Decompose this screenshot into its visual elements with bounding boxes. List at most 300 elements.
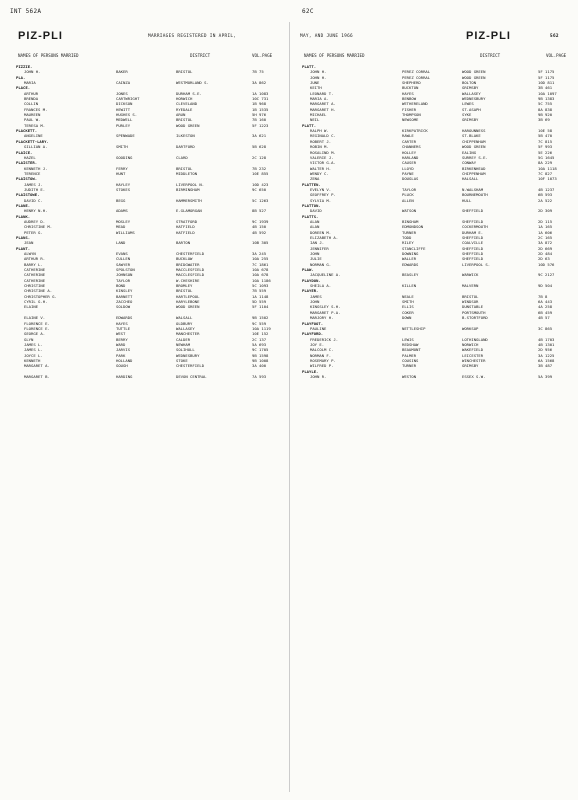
- vol-page: 9C 2127: [538, 272, 555, 278]
- person-name: JOHN R.: [310, 373, 327, 379]
- person-name: AUDREY D.: [24, 218, 46, 224]
- vol-page: 10F 1073: [538, 176, 557, 182]
- stamp-center: 62C: [302, 8, 314, 15]
- district: HORWICH: [176, 96, 193, 102]
- left-col-district: DISTRICT: [190, 53, 211, 58]
- district: SHEFFIELD: [462, 218, 484, 224]
- spouse-surname: COUSINS: [402, 357, 419, 363]
- vol-page: 5C 755: [538, 101, 553, 107]
- vol-page: 2C 137: [252, 336, 267, 342]
- vol-page: 9B 1502: [252, 315, 269, 321]
- spouse-surname: ZACCHEO: [116, 299, 133, 305]
- district: OLDBURY: [176, 320, 193, 326]
- district: BOLTON: [462, 80, 477, 86]
- district: HULL: [462, 197, 472, 203]
- vol-page: 3A 862: [252, 80, 267, 86]
- surname-heading: PLAW.: [302, 267, 314, 273]
- district: HATFIELD: [176, 229, 195, 235]
- left-col-names: NAMES OF PERSONS MARRIED: [18, 53, 79, 58]
- spouse-surname: STANCLIFFE: [402, 245, 426, 251]
- district: STRATFORD: [176, 218, 198, 224]
- vol-page: 5G 1645: [538, 154, 555, 160]
- district: SHEFFIELD: [462, 235, 484, 240]
- district: BRIDGWATER: [176, 261, 200, 267]
- district: DARTFORD: [176, 144, 195, 150]
- district: ST.BLAKE: [462, 133, 481, 139]
- district: LIVERPOOL N.: [176, 181, 205, 187]
- spouse-surname: BARNETT: [116, 293, 133, 299]
- vol-page: 4A 258: [538, 304, 553, 310]
- spouse-surname: WETHERELAND: [402, 101, 428, 107]
- spouse-surname: WESTON: [402, 373, 417, 379]
- surname-heading: PLAYFORD.: [302, 331, 324, 337]
- vol-page: 7C 1861: [252, 261, 269, 267]
- surname-heading: PLATTON.: [302, 202, 321, 208]
- page-divider: [289, 22, 290, 792]
- person-name: MARGARET B.: [24, 373, 50, 379]
- left-register-title: MARRIAGES REGISTERED IN APRIL,: [148, 34, 237, 39]
- vol-page: 9D 504: [538, 283, 553, 289]
- person-name: TERESA M.: [24, 122, 46, 128]
- vol-page: 7C 827: [538, 170, 553, 176]
- person-name: RALPH W.: [310, 128, 329, 134]
- vol-page: 2D 63: [538, 256, 550, 262]
- spouse-surname: SMITH: [402, 299, 414, 305]
- person-name: JOYCE L.: [24, 352, 43, 358]
- spouse-surname: HOLLEY: [402, 149, 417, 155]
- district: HAROUNNESS: [462, 128, 486, 134]
- vol-page: 10C 731: [252, 96, 269, 102]
- person-name: MARGARET A.: [310, 101, 336, 107]
- spouse-surname: PEREZ CORRAL: [402, 69, 431, 75]
- spouse-surname: KIRKPATRICK: [402, 128, 428, 134]
- spouse-surname: KILLEN: [402, 283, 417, 289]
- person-name: BRENDA: [24, 96, 39, 102]
- spouse-surname: CULLEN: [116, 256, 131, 262]
- district: DURHAM E.: [462, 229, 484, 235]
- district: LEICESTER: [462, 352, 484, 358]
- person-name: ELAINE V.: [24, 315, 46, 321]
- spouse-surname: PURLEY: [116, 122, 131, 128]
- district: ST.ASAPH: [462, 106, 481, 112]
- right-register-list: [302, 64, 572, 794]
- vol-page: 7C 815: [538, 138, 553, 144]
- person-name: ROSALIND M.: [310, 149, 336, 155]
- person-name: ROSEMARY P.: [310, 357, 336, 363]
- spouse-surname: DOWN: [402, 315, 412, 321]
- person-name: CATHERINE: [24, 277, 46, 283]
- district: MALVERN: [462, 283, 479, 289]
- surname-heading: PIZZIE.: [16, 64, 33, 69]
- person-name: JAMES L.: [24, 341, 43, 347]
- district: STOKE: [176, 357, 188, 363]
- vol-page: 7B 559: [252, 288, 267, 294]
- spouse-surname: HARDING: [116, 373, 133, 379]
- vol-page: 10B 305: [252, 240, 269, 246]
- vol-page: 5F 1104: [252, 304, 269, 310]
- person-name: JOHN H.: [310, 69, 327, 75]
- vol-page: 2D 115: [538, 218, 553, 224]
- district: BRISTOL: [462, 293, 479, 299]
- spouse-surname: PLUCK: [402, 192, 414, 198]
- spouse-surname: MEAD: [116, 224, 126, 230]
- person-name: ANGELINE: [24, 133, 43, 139]
- district: CLEVELAND: [176, 101, 198, 107]
- surname-heading: PLA.: [16, 74, 26, 80]
- district: DUNSTABLE: [462, 304, 484, 310]
- person-name: ROBIN M.: [310, 144, 329, 150]
- person-name: CHRISTINE: [24, 283, 46, 289]
- district: CHESTERFIELD: [176, 363, 205, 369]
- vol-page: 5E 226: [538, 149, 553, 155]
- district: CONWAY: [462, 160, 477, 166]
- vol-page: 5H 976: [252, 112, 267, 118]
- right-page-title: PIZ-PLI: [466, 30, 511, 42]
- surname-heading: PLAYDON.: [302, 277, 321, 283]
- district: BARTON: [176, 240, 191, 246]
- person-name: NORMAN F.: [310, 352, 332, 358]
- vol-page: 6A 443: [538, 299, 553, 305]
- district: WINCHESTER: [462, 357, 486, 363]
- person-name: JENNIFER: [310, 245, 329, 251]
- person-name: PAULINE: [310, 325, 327, 331]
- vol-page: 2A 522: [538, 197, 553, 203]
- vol-page: 1A 1148: [252, 293, 269, 299]
- spouse-surname: SMITH: [116, 144, 128, 150]
- person-name: TERENCE: [24, 170, 41, 176]
- spouse-surname: EDWARDS: [402, 261, 419, 267]
- vol-page: 4B 150: [252, 224, 267, 230]
- person-name: JAMES: [310, 293, 322, 299]
- surname-heading: PLAYFOOT.: [302, 320, 324, 326]
- district: WALSALL: [176, 315, 193, 321]
- vol-page: 8B 527: [252, 208, 267, 214]
- spouse-surname: DOWNING: [402, 251, 419, 257]
- spouse-surname: KINSLEY: [116, 288, 133, 294]
- district: WAKEFIELD: [462, 347, 484, 353]
- person-name: JULIE: [310, 256, 322, 262]
- vol-page: 7A 593: [252, 373, 267, 379]
- vol-page: 7B 160: [252, 117, 267, 123]
- person-name: KENNETH J.: [24, 165, 48, 171]
- vol-page: 2D 669: [538, 245, 553, 251]
- right-col-vol: VOL.PAGE: [546, 53, 567, 58]
- spouse-surname: CAUSER: [402, 160, 417, 166]
- district: RYEDALE: [176, 106, 193, 112]
- district: B.STORTFORD: [462, 315, 488, 321]
- surname-heading: PLANK.: [16, 213, 31, 219]
- person-name: ALAN: [310, 218, 320, 224]
- spouse-surname: TUTTLE: [116, 325, 131, 331]
- spouse-surname: HARLAND: [402, 154, 419, 160]
- vol-page: 5F 993: [538, 144, 553, 150]
- person-name: KENNETH: [24, 357, 41, 363]
- person-name: MARIA: [24, 80, 36, 86]
- district: CHIPPENHAM: [462, 170, 486, 176]
- person-name: DAVID: [310, 208, 322, 214]
- surname-heading: PLANE.: [16, 202, 31, 208]
- person-name: KINGSLEY S.H.: [310, 304, 341, 310]
- district: CHIPPENHAM: [462, 138, 486, 144]
- district: WOOD GREEN: [462, 144, 486, 150]
- vol-page: 9C 559: [252, 320, 267, 326]
- person-name: CHRISTINE M.: [24, 224, 53, 230]
- district: WALLASEY: [176, 325, 195, 331]
- person-name: ELIZABETH A.: [310, 235, 339, 240]
- spouse-surname: NETTLESHIP: [402, 325, 426, 331]
- spouse-surname: REDSHAW: [402, 341, 419, 347]
- spouse-surname: CARTER: [402, 138, 417, 144]
- vol-page: 4B 1703: [538, 336, 555, 342]
- person-name: ALWYN: [24, 251, 36, 257]
- vol-page: 9C 650: [252, 186, 267, 192]
- spouse-surname: LLOYD: [402, 165, 414, 171]
- vol-page: 9B 920: [538, 112, 553, 118]
- vol-page: 2D 956: [538, 347, 553, 353]
- spouse-surname: SAWYER: [116, 261, 131, 267]
- district: NORWICH: [462, 341, 479, 347]
- spouse-surname: WILLIAMS: [116, 229, 135, 235]
- vol-page: 3A 245: [252, 251, 267, 257]
- district: COALVILLE: [462, 240, 484, 246]
- person-name: JUNE: [310, 80, 320, 86]
- spouse-surname: HAYES: [116, 320, 128, 326]
- person-name: HAZEL: [24, 154, 36, 160]
- spouse-surname: BAKER: [116, 69, 128, 75]
- spouse-surname: WATSON: [402, 208, 417, 214]
- surname-heading: PLAYLE.: [302, 368, 319, 374]
- spouse-surname: LEWIS: [402, 336, 414, 342]
- vol-page: 9C 1939: [252, 218, 269, 224]
- spouse-surname: JONES: [116, 90, 128, 96]
- spouse-surname: PARK: [116, 352, 126, 358]
- district: HALSALL: [462, 176, 479, 182]
- surname-heading: PLAISTOW.: [16, 176, 38, 182]
- district: MANCHESTER: [176, 331, 200, 337]
- district: WOOD GREEN: [176, 304, 200, 310]
- spouse-surname: CHANNERS: [402, 144, 421, 150]
- person-name: ZENA: [310, 176, 320, 182]
- district: SHEFFIELD: [462, 208, 484, 214]
- vol-page: 3B 69: [538, 117, 550, 123]
- vol-page: 9B 1383: [538, 96, 555, 102]
- district: MACCLESFIELD: [176, 267, 205, 273]
- vol-page: 1A 165: [538, 224, 553, 230]
- district: BRISTOL: [176, 117, 193, 123]
- person-name: WILFRED P.: [310, 363, 334, 369]
- district: BOURNEMOUTH: [462, 192, 488, 198]
- person-name: JOHN: [310, 299, 320, 305]
- spouse-surname: ELLIS: [402, 304, 414, 310]
- spouse-surname: CARTWRIGHT: [116, 96, 140, 102]
- surname-heading: PLATT.: [302, 122, 317, 128]
- spouse-surname: COKER: [402, 309, 414, 315]
- person-name: JAMES J.: [24, 181, 43, 187]
- person-name: JOHN: [310, 251, 320, 257]
- person-name: PAUL W.: [24, 117, 41, 123]
- vol-page: 1B 1535: [252, 106, 269, 112]
- vol-page: 6B 459: [538, 309, 553, 315]
- district: NEWHAM: [176, 341, 191, 347]
- district: DEVON CENTRAL: [176, 373, 207, 379]
- person-name: REGINALD C.: [310, 133, 336, 139]
- district: WOOD GREEN: [462, 69, 486, 75]
- vol-page: 10E 855: [252, 170, 269, 176]
- surname-heading: PLATTS.: [302, 213, 319, 219]
- vol-page: 2D 484: [538, 251, 553, 257]
- district: LEWES: [462, 101, 474, 107]
- district: WINDSOR: [462, 299, 479, 305]
- right-col-names: NAMES OF PERSONS MARRIED: [304, 53, 365, 58]
- person-name: NEIL: [310, 117, 320, 123]
- spouse-surname: FISHER: [402, 106, 417, 112]
- spouse-surname: TURNER: [402, 229, 417, 235]
- person-name: DOREEN M.: [310, 229, 332, 235]
- vol-page: 5F 1223: [252, 122, 269, 128]
- spouse-surname: MEDWELL: [116, 117, 133, 123]
- person-name: VICTOR G.A.: [310, 160, 336, 166]
- district: WORKSOP: [462, 325, 479, 331]
- spouse-surname: WEST: [116, 331, 126, 337]
- district: E.GLAMORGAN: [176, 208, 202, 214]
- district: GRIMSBY: [462, 363, 479, 369]
- right-register-title: MAY, AND JUNE 1966: [300, 34, 353, 39]
- vol-page: 3B 487: [538, 363, 553, 369]
- surname-heading: PLANS.: [16, 235, 31, 240]
- spouse-surname: DOUGLAS: [402, 176, 419, 182]
- person-name: FLORENCE E.: [24, 325, 50, 331]
- district: SHEFFIELD: [462, 245, 484, 251]
- district: GRIMSBY: [462, 85, 479, 91]
- spouse-surname: BEASLEY: [402, 272, 419, 278]
- spouse-surname: EDWARDS: [116, 315, 133, 321]
- vol-page: 4B 57: [538, 315, 550, 321]
- vol-page: 10E 152: [252, 331, 269, 337]
- page-number: 562: [550, 34, 559, 39]
- person-name: SHEILA A.: [310, 283, 332, 289]
- district: PORTSMOUTH: [462, 309, 486, 315]
- spouse-surname: DICKSON: [116, 101, 133, 107]
- person-name: EVELYN V.: [310, 186, 332, 192]
- person-name: ROBERT J.: [310, 138, 332, 144]
- vol-page: 10D 423: [252, 181, 269, 187]
- vol-page: 8A 229: [538, 160, 553, 166]
- person-name: CYRIL G.H.: [24, 299, 48, 305]
- spouse-surname: SPOLSTON: [116, 267, 135, 273]
- surname-heading: PLAISTER.: [16, 160, 38, 166]
- district: SHEFFIELD: [462, 251, 484, 257]
- district: LIVERPOOL S.: [462, 261, 491, 267]
- spouse-surname: GOODING: [116, 154, 133, 160]
- district: ILKESTON: [176, 133, 195, 139]
- spouse-surname: WARD: [116, 341, 126, 347]
- district: WEDNESBURY: [462, 96, 486, 102]
- district: COCKERMOUTH: [462, 224, 488, 230]
- vol-page: 5F 1175: [538, 74, 555, 80]
- district: HARTLEPOOL: [176, 293, 200, 299]
- district: BROMLEY: [176, 283, 193, 289]
- spouse-surname: WALLER: [402, 256, 417, 262]
- district: WESTMORLAND S.: [176, 80, 209, 86]
- district: EALING: [462, 149, 477, 155]
- person-name: CATHERINE: [24, 272, 46, 278]
- vol-page: 10A 1119: [252, 325, 271, 331]
- vol-page: 4B 1301: [538, 341, 555, 347]
- vol-page: 5A 693: [252, 341, 267, 347]
- spouse-surname: SHEPHERD: [402, 80, 421, 86]
- person-name: GLYN: [24, 336, 34, 342]
- person-name: FRANCES M.: [24, 106, 48, 112]
- person-name: GILLIAN A.: [24, 144, 48, 150]
- spouse-surname: BEGG: [116, 197, 126, 203]
- person-name: FREDERICK J.: [310, 336, 339, 342]
- spouse-surname: FERRY: [116, 165, 128, 171]
- spouse-surname: BERRY: [116, 336, 128, 342]
- person-name: MARGARET P.A.: [310, 309, 341, 315]
- left-page-title: PIZ-PLI: [18, 30, 63, 42]
- surname-heading: PLANT.: [16, 245, 31, 251]
- district: WALLASEY: [462, 90, 481, 96]
- person-name: HENRY N.H.: [24, 208, 48, 214]
- person-name: CATHERINE: [24, 267, 46, 273]
- vol-page: 10A 1118: [538, 165, 557, 171]
- vol-page: 10A 1097: [538, 90, 557, 96]
- spouse-surname: HUGHES S.: [116, 112, 138, 118]
- district: ESSEX S.W.: [462, 373, 486, 379]
- vol-page: 10A 1186: [252, 277, 271, 283]
- spouse-surname: TODD: [402, 235, 412, 240]
- person-name: WALTER H.: [310, 165, 332, 171]
- spouse-surname: BINGHAM: [402, 218, 419, 224]
- surname-heading: PLACE.: [16, 85, 31, 91]
- left-col-vol: VOL.PAGE: [252, 53, 273, 58]
- spouse-surname: THOMPSON: [402, 112, 421, 118]
- person-name: ALAN: [310, 224, 320, 230]
- district: WARWICK: [462, 272, 479, 278]
- district: WEDNESBURY: [176, 352, 200, 358]
- district: CALDER: [176, 336, 191, 342]
- spouse-surname: NEWSOME: [402, 117, 419, 123]
- district: MACCLESFIELD: [176, 272, 205, 278]
- person-name: COLLIN: [24, 101, 39, 107]
- person-name: JACQUELINE A.: [310, 272, 341, 278]
- vol-page: 10D 576: [538, 261, 555, 267]
- vol-page: 2C 128: [252, 154, 267, 160]
- person-name: JAMES L.: [24, 347, 43, 353]
- spouse-surname: BENBOW: [402, 96, 417, 102]
- spouse-surname: PEREZ CORRAL: [402, 74, 431, 80]
- spouse-surname: ADAMS: [116, 208, 128, 214]
- spouse-surname: TAYLOR: [116, 277, 131, 283]
- person-name: MARGARET H.: [310, 106, 336, 112]
- person-name: LEONARD T.: [310, 90, 334, 96]
- vol-page: 2D 309: [538, 208, 553, 214]
- spouse-surname: PALMER: [402, 352, 417, 358]
- vol-page: 3B 461: [538, 85, 553, 91]
- spouse-surname: CAINZA: [116, 80, 131, 86]
- vol-page: 7B 75: [252, 69, 264, 75]
- district: SURREY S.E.: [462, 154, 488, 160]
- spouse-surname: NEALE: [402, 293, 414, 299]
- person-name: JOHN H.: [310, 74, 327, 80]
- person-name: MARJORY H.: [310, 315, 334, 321]
- district: MIDDLETON: [176, 170, 198, 176]
- person-name: GEORGE A.: [24, 331, 46, 337]
- surname-heading: PLAICE.: [16, 149, 33, 155]
- vol-page: 10D 811: [538, 80, 555, 86]
- vol-page: 5B 628: [252, 144, 267, 150]
- spouse-surname: MOSLEY: [116, 218, 131, 224]
